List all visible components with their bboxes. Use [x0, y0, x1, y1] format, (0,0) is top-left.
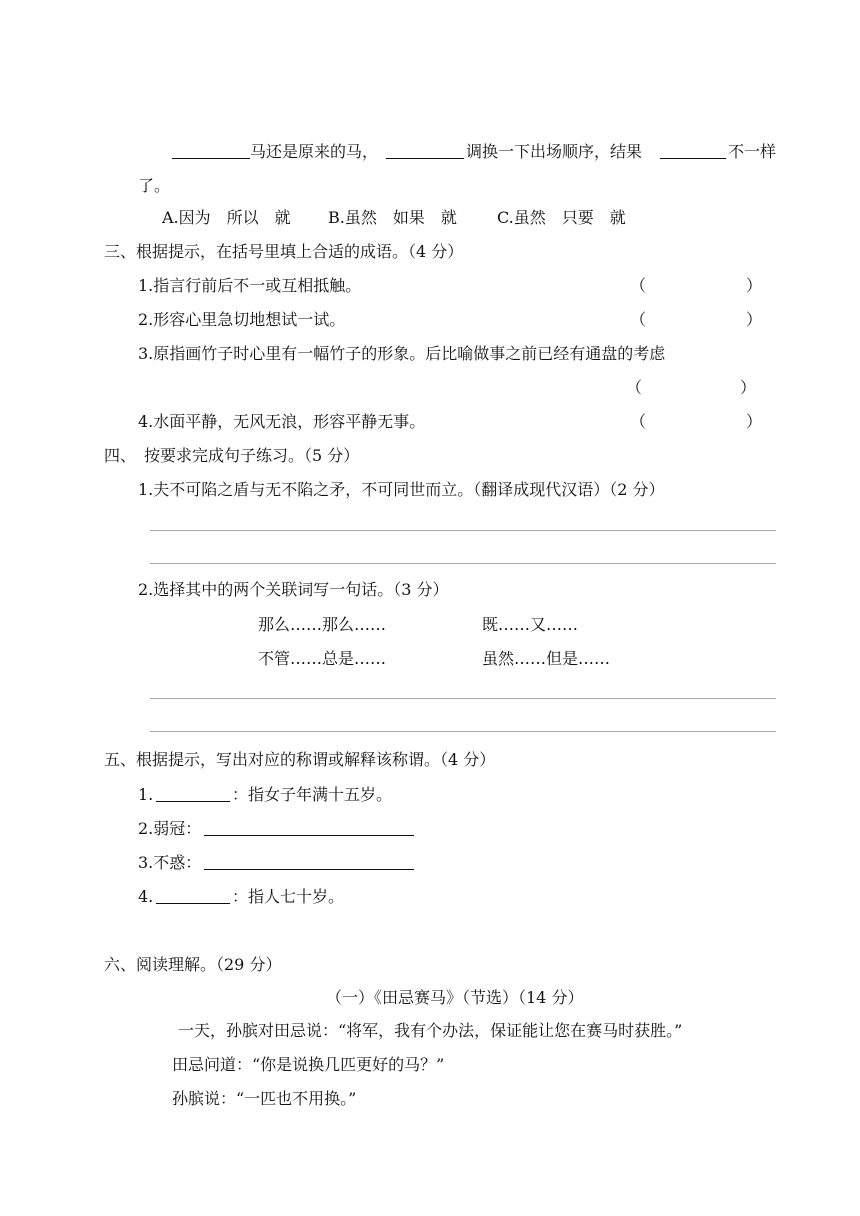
answer-line[interactable] — [150, 698, 776, 699]
answer-line[interactable] — [150, 731, 776, 732]
s5-item1-text: ：指女子年满十五岁。 — [232, 785, 393, 804]
conjunction-3: 不管……总是…… — [258, 649, 387, 668]
s5-blank-1[interactable] — [156, 783, 230, 802]
passage-para-2: 田忌问道：“你是说换几匹更好的马？” — [172, 1055, 445, 1074]
s5-item4-num: 4. — [138, 887, 154, 906]
s5-item3: 3.不惑： — [138, 853, 202, 872]
s3-paren-open-1: （ — [630, 276, 647, 295]
answer-line[interactable] — [150, 530, 776, 531]
s5-item1-num: 1. — [138, 785, 154, 804]
s3-item-1: 1.指言行前后不一或互相抵触。 — [138, 276, 362, 295]
conjunction-2: 既……又…… — [482, 615, 579, 634]
s3-item-3: 3.原指画竹子时心里有一幅竹子的形象。后比喻做事之前已经有通盘的考虑 — [138, 344, 666, 363]
conjunction-4: 虽然……但是…… — [482, 649, 611, 668]
passage-para-3: 孙膑说：“一匹也不用换。” — [172, 1089, 357, 1108]
s3-paren-close-2: ） — [746, 310, 763, 329]
section4-heading: 四、 按要求完成句子练习。（5 分） — [104, 446, 360, 465]
section3-heading: 三、根据提示，在括号里填上合适的成语。（4 分） — [104, 242, 464, 261]
s4-q1: 1.夫不可陷之盾与无不陷之矛，不可同世而立。（翻译成现代汉语）（2 分） — [138, 480, 665, 499]
blank-1[interactable] — [172, 140, 250, 159]
section5-heading: 五、根据提示，写出对应的称谓或解释该称谓。（4 分） — [104, 750, 496, 769]
q2-line2: 了。 — [138, 176, 171, 195]
option-b: B.虽然 如果 就 — [328, 208, 457, 227]
option-c: C.虽然 只要 就 — [497, 208, 626, 227]
passage-title: （一）《田忌赛马》（节选）（14 分） — [326, 988, 584, 1007]
s5-blank-4[interactable] — [156, 885, 230, 904]
s3-paren-close-4: ） — [746, 412, 763, 431]
s3-paren-open-3: （ — [626, 378, 643, 397]
q2-line1-seg3: 不一样 — [728, 142, 777, 161]
q2-line1-seg1: 马还是原来的马， — [250, 142, 379, 161]
s3-item-4: 4.水面平静，无风无浪，形容平静无事。 — [138, 412, 426, 431]
s5-blank-3[interactable] — [204, 851, 414, 870]
s4-q2: 2.选择其中的两个关联词写一句话。（3 分） — [138, 580, 449, 599]
conjunction-1: 那么……那么…… — [258, 615, 387, 634]
s3-paren-open-4: （ — [630, 412, 647, 431]
s3-paren-open-2: （ — [630, 310, 647, 329]
s3-paren-close-1: ） — [746, 276, 763, 295]
s5-blank-2[interactable] — [204, 817, 414, 836]
section6-heading: 六、阅读理解。（29 分） — [104, 955, 282, 974]
s5-item4-text: ：指人七十岁。 — [232, 887, 345, 906]
s3-paren-close-3: ） — [740, 378, 757, 397]
passage-para-1: 一天，孙膑对田忌说：“将军，我有个办法，保证能让您在赛马时获胜。” — [178, 1021, 683, 1040]
blank-2[interactable] — [386, 140, 464, 159]
q2-line1-seg2: 调换一下出场顺序，结果 — [466, 142, 643, 161]
s5-item2: 2.弱冠： — [138, 819, 202, 838]
answer-line[interactable] — [150, 563, 776, 564]
blank-3[interactable] — [660, 140, 726, 159]
option-a: A.因为 所以 就 — [162, 208, 291, 227]
s3-item-2: 2.形容心里急切地想试一试。 — [138, 310, 346, 329]
